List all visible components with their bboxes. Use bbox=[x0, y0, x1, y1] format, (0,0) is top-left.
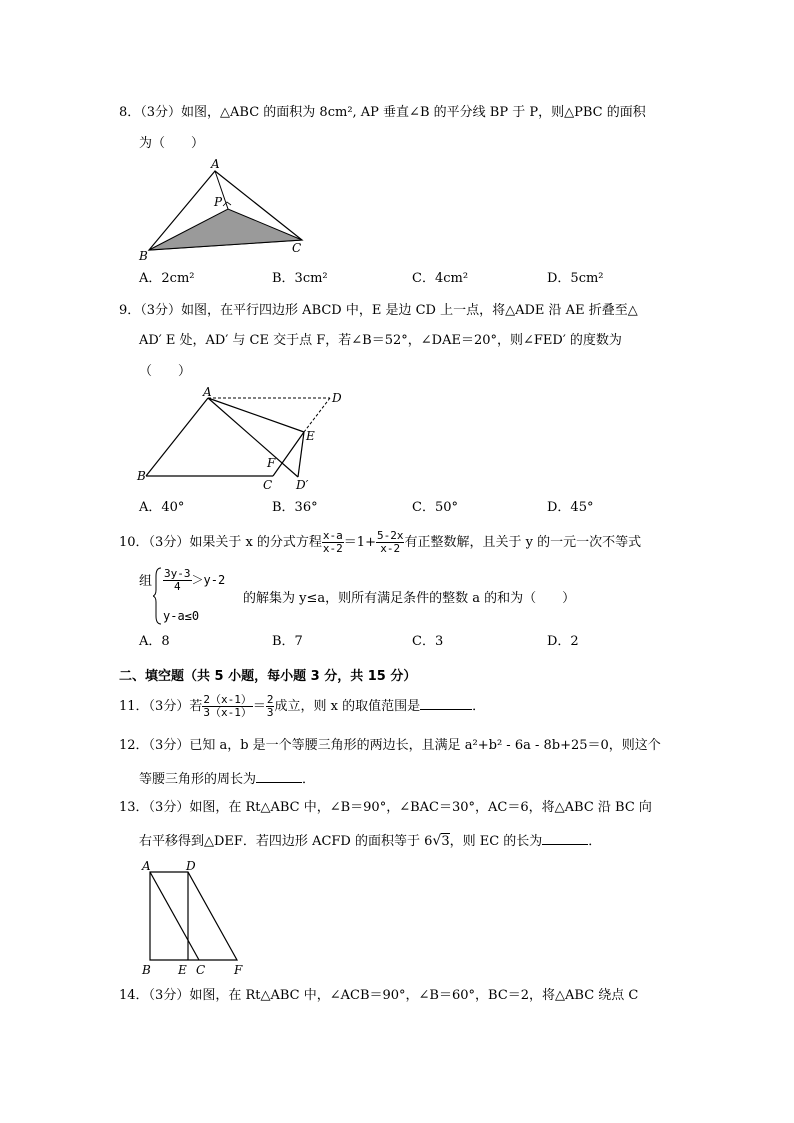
q10-zu: 组 bbox=[139, 574, 153, 589]
q8-label-p: P bbox=[214, 195, 223, 209]
q12-line2-wrap bbox=[139, 769, 315, 788]
q8-label-b: B bbox=[139, 249, 148, 263]
q8-figure bbox=[134, 156, 314, 264]
q13-label-f: F bbox=[234, 963, 243, 977]
q9-option-c: C．50° bbox=[412, 500, 458, 515]
q12-line2: 等腰三角形的周长为 bbox=[139, 772, 257, 787]
q9-label-a: A bbox=[203, 385, 212, 399]
q11-left-numerator: 2（x-1） bbox=[203, 693, 252, 706]
q9-line1: 9．（3分）如图，在平行四边形 ABCD 中，E 是边 CD 上一点，将△ADE 沿 AE 折叠至△ bbox=[119, 303, 638, 318]
q11-eq: ＝ bbox=[252, 699, 266, 714]
q10-inequality-2: y-a≤0 bbox=[163, 609, 200, 623]
section-2-heading: 二、填空题（共 5 小题，每小题 3 分，共 15 分） bbox=[119, 669, 417, 684]
q10-ineq1-fraction bbox=[163, 568, 192, 593]
q10-f1-numerator: x-a bbox=[322, 529, 343, 542]
q10-tail: 的解集为 y≤a，则所有满足条件的整数 a 的和为（ ） bbox=[243, 591, 576, 606]
q13-label-c: C bbox=[196, 963, 206, 977]
q8-option-c: C．4cm² bbox=[412, 271, 469, 286]
q8-line1: 8．（3分）如图，△ABC 的面积为 8cm², AP 垂直∠B 的平分线 BP 于 P，则△PBC 的面积 bbox=[119, 105, 646, 120]
q10-ineq1-rest: ＞y-2 bbox=[191, 573, 226, 587]
q9-label-d: D bbox=[332, 391, 342, 405]
q13-label-e: E bbox=[178, 963, 187, 977]
q10-pre: 10．（3分）如果关于 x 的分式方程 bbox=[119, 535, 322, 550]
q13-line2-pre: 右平移得到△DEF．若四边形 ACFD 的面积等于 6 bbox=[139, 834, 433, 849]
q12-end: ． bbox=[302, 772, 316, 787]
q10-f2-denominator: x-2 bbox=[380, 542, 401, 555]
q9-line2: AD′ E 处，AD′ 与 CE 交于点 F，若∠B＝52°，∠DAE＝20°，则∠FED′ 的度数为 bbox=[139, 333, 622, 348]
q11-right-denominator: 3 bbox=[266, 706, 274, 719]
q10-fraction-2 bbox=[376, 530, 405, 555]
q10-mid: ＝1+ bbox=[343, 535, 376, 550]
q8-option-b: B．3cm² bbox=[272, 271, 328, 286]
q11-end: ． bbox=[472, 699, 486, 714]
q10-fraction-1 bbox=[322, 530, 344, 555]
q10-post: 有正整数解，且关于 y 的一元一次不等式 bbox=[404, 535, 642, 550]
q13-label-a: A bbox=[142, 859, 151, 873]
q10-option-b: B．7 bbox=[272, 634, 303, 649]
q10-option-c: C．3 bbox=[412, 634, 444, 649]
q8-line2: 为（ ） bbox=[139, 136, 205, 151]
q9-line3: （ ） bbox=[139, 364, 192, 379]
sqrt-icon: √ bbox=[432, 833, 442, 849]
q10-f1-denominator: x-2 bbox=[322, 542, 343, 555]
q13-answer-blank[interactable] bbox=[542, 831, 588, 845]
q10-line1 bbox=[119, 530, 641, 556]
q14-line1: 14．（3分）如图，在 Rt△ABC 中，∠ACB＝90°，∠B＝60°，BC＝2，将△ABC 绕点 C bbox=[119, 988, 639, 1003]
q9-label-d-prime: D′ bbox=[296, 478, 309, 492]
q13-sqrt-value: 3 bbox=[441, 834, 450, 849]
q9-label-b: B bbox=[137, 469, 146, 483]
q9-label-c: C bbox=[263, 478, 273, 492]
q10-f2-numerator: 5-2x bbox=[376, 529, 404, 542]
q13-line1: 13．（3分）如图，在 Rt△ABC 中，∠B＝90°，∠BAC＝30°，AC＝6，将△ABC 沿 BC 向 bbox=[119, 800, 652, 815]
q11-right-numerator: 2 bbox=[266, 693, 274, 706]
q12-answer-blank[interactable] bbox=[256, 769, 302, 783]
q11-pre: 11．（3分）若 bbox=[119, 699, 203, 714]
q10-option-a: A．8 bbox=[139, 634, 170, 649]
q9-option-a: A．40° bbox=[139, 500, 185, 515]
q11-answer-blank[interactable] bbox=[420, 696, 472, 710]
q8-label-a: A bbox=[211, 157, 220, 171]
q10-option-d: D．2 bbox=[547, 634, 579, 649]
q11-line bbox=[119, 693, 485, 721]
q8-label-c: C bbox=[292, 241, 302, 255]
q13-line2-post: ，则 EC 的长为 bbox=[449, 834, 543, 849]
q11-post: 成立，则 x 的取值范围是 bbox=[274, 699, 421, 714]
q11-fraction-left bbox=[202, 694, 253, 719]
q9-label-e: E bbox=[306, 429, 315, 443]
q13-label-d: D bbox=[186, 859, 196, 873]
q9-option-d: D．45° bbox=[547, 500, 594, 515]
q9-option-b: B．36° bbox=[272, 500, 318, 515]
q8-option-a: A．2cm² bbox=[139, 271, 195, 286]
q13-end: ． bbox=[588, 834, 602, 849]
q10-ineq1-numerator: 3y-3 bbox=[164, 567, 191, 580]
q9-label-f: F bbox=[267, 456, 276, 470]
q13-figure bbox=[134, 856, 264, 980]
q11-left-denominator: 3（x-1） bbox=[203, 706, 252, 719]
q8-option-d: D．5cm² bbox=[547, 271, 604, 286]
q9-figure bbox=[134, 384, 354, 496]
q12-line1: 12．（3分）已知 a，b 是一个等腰三角形的两边长，且满足 a²+b² - 6a - 8b+25＝0，则这个 bbox=[119, 738, 661, 753]
q13-line2-wrap bbox=[139, 831, 601, 850]
q10-brace-icon bbox=[153, 566, 163, 626]
q13-label-b: B bbox=[142, 963, 151, 977]
q10-inequality-1 bbox=[163, 568, 225, 593]
q10-ineq1-denominator: 4 bbox=[173, 580, 181, 593]
